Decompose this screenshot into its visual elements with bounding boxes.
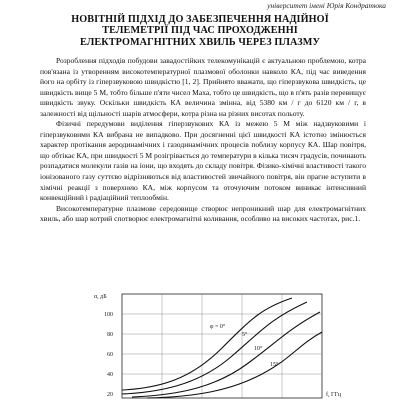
curve-0 — [122, 298, 292, 390]
y-axis-label: α, дБ — [94, 294, 107, 300]
title-line-2: ТЕЛЕМЕТРІЇ ПІД ЧАС ПРОХОДЖЕННІ — [102, 25, 298, 37]
paragraph-2: Фізичні передумови виділення гіперзвукових КА із межею 5 М між надзвуковими і гіперзвуковими КА вибрана не випадково. При досягненні цієї швидкості КА істотно змінюється характер протікання аеродинамічних і газодинамічних процесів поблизу корпусу КА. Шар повітря, що обтікає КА, при швидкості 5 М розігрівається до температури в кілька тисяч градусів, починають розпадатися молекули газів на іони, що входять до складу повітря. Фізико-хімічні властивості такого іонізованого газу суттєво відрізняються від властивостей звичайного повітря, він прагне вступити в хімічні реакції з поверхнею КА, між корпусом та оточуючим потоком виникає інтенсивний конвекційний і радіаційний теплообмін. — [40, 119, 366, 203]
figure-1-plot — [92, 288, 372, 400]
figure-1 — [92, 288, 372, 400]
y-tick-label: 100 — [104, 312, 113, 318]
body-text — [40, 56, 366, 225]
curve-label-10: 10° — [254, 346, 263, 352]
x-axis-label: f, ГГц — [326, 392, 342, 398]
curve-label-0: φ = 0° — [210, 324, 226, 330]
paragraph-3: Високотемпературне плазмове середовище створює непроникний шар для електромагнітних хвиль, або шар котрий спотворює електромагнітні коливання, особливо на високих частотах, рис.1. — [40, 203, 366, 224]
curve-15 — [147, 332, 322, 398]
curve-label-5: 5° — [242, 332, 248, 338]
y-tick-label: 40 — [107, 372, 113, 378]
y-tick-label: 80 — [107, 332, 113, 338]
paragraph-1: Розроблення підходів побудови завадостійких телекомунікацій є актуальною проблемою, котра пов'язана із утворенням високотемпературної плазмової оболонки навколо КА, під час виведення його на орбіту із гіперзвуковою швидкістю [1, 2]. Прийнято вважати, що гіперзвукова швидкість, це швидкість вище 5 М, тобто більше п'яти чисел Маха, тобто це швидкість, що в п'ять разів перевищує швидкість звуку. Оскільки швидкість КА величина змінна, від 5380 км / г до 6120 км / г, в залежності від щільності шарів атмосфери, котра різна на різних висотах польоту. — [40, 56, 366, 118]
curve-5 — [122, 302, 307, 394]
paper-title — [40, 14, 360, 48]
plot-curves — [122, 298, 322, 398]
author-affiliation: університет імені Юрія Кондратюка — [267, 1, 386, 10]
title-line-3: ЕЛЕКТРОМАГНІТНИХ ХВИЛЬ ЧЕРЕЗ ПЛАЗМУ — [79, 36, 321, 48]
curve-label-15: 15° — [270, 362, 279, 368]
y-tick-label: 20 — [107, 392, 113, 398]
y-tick-label: 60 — [107, 352, 113, 358]
title-line-1: НОВІТНІЙ ПІДХІД ДО ЗАБЕЗПЕЧЕННЯ НАДІЙНОЇ — [71, 14, 329, 25]
